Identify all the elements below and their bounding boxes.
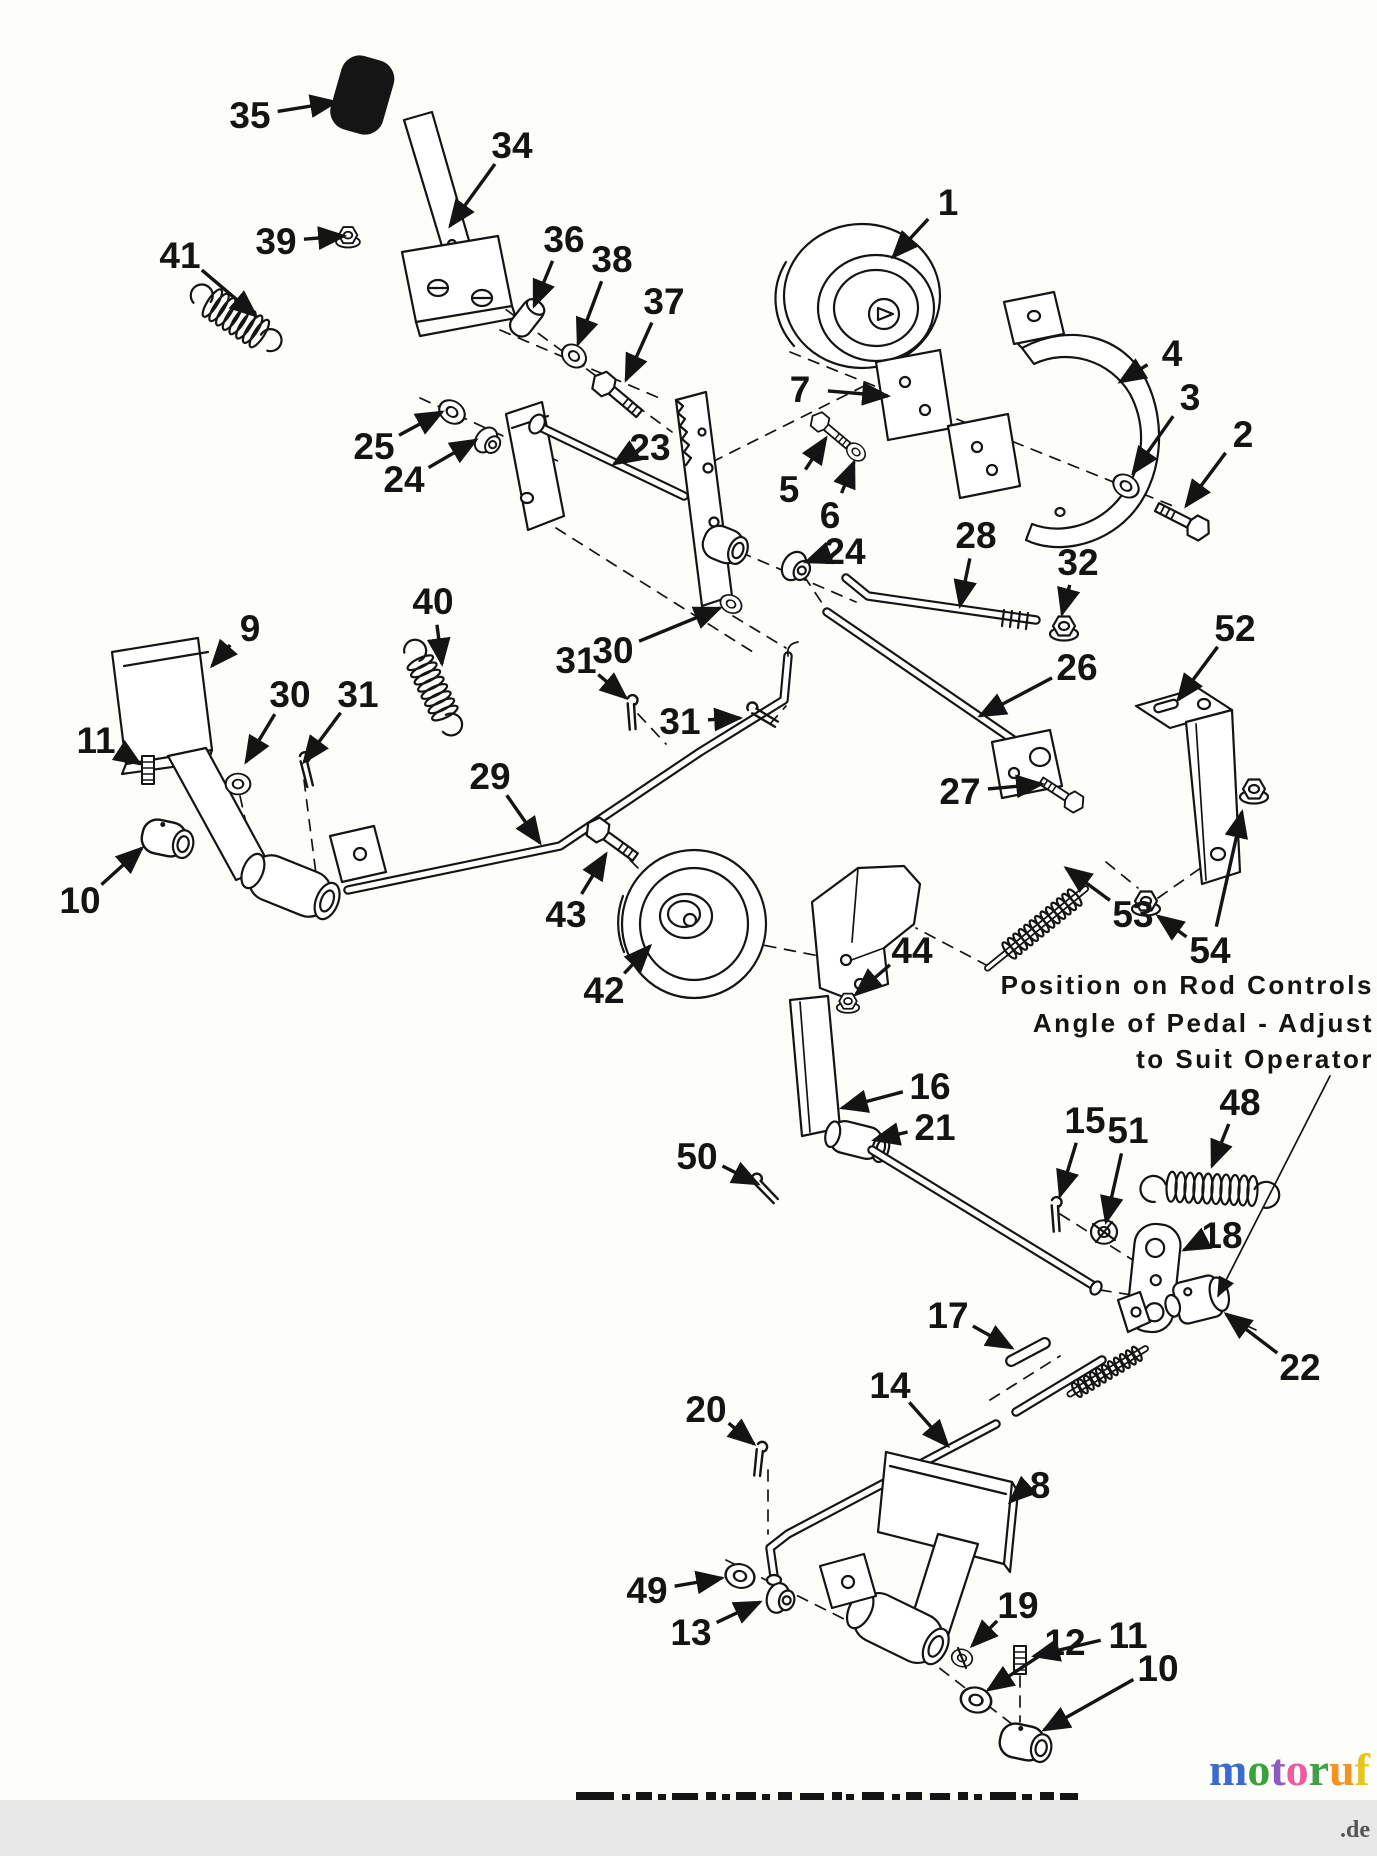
- callout-label-7: 7: [789, 369, 811, 410]
- callout-arrow-25: [399, 412, 442, 435]
- part-cotter-pin-31b: [616, 693, 648, 731]
- callout-label-5: 5: [778, 469, 800, 510]
- brand-letter: t: [1270, 1744, 1286, 1795]
- part-bushing-24b: [777, 548, 816, 588]
- callout-label-48: 48: [1219, 1082, 1261, 1123]
- callout-label-41: 41: [159, 235, 201, 276]
- brand-logo-word: [1209, 1744, 1370, 1796]
- callout-label-11: 11: [1108, 1615, 1148, 1656]
- callout-label-14: 14: [869, 1365, 911, 1406]
- part-cotter-pin-20: [742, 1440, 777, 1479]
- callout-label-21: 21: [914, 1107, 956, 1148]
- part-bolt-2: [1152, 497, 1214, 543]
- callout-label-32: 32: [1057, 542, 1099, 583]
- part-washer-38: [557, 340, 590, 373]
- callout-arrow-20: [729, 1423, 754, 1444]
- callout-label-30: 30: [592, 630, 634, 671]
- callout-arrow-28: [960, 558, 970, 606]
- callout-label-36: 36: [543, 219, 585, 260]
- callout-label-1: 1: [937, 182, 959, 223]
- annotation-line-1: Position on Rod Controls: [1000, 970, 1374, 1000]
- callout-arrow-9: [212, 645, 230, 666]
- callout-label-26: 26: [1056, 647, 1098, 688]
- callout-label-6: 6: [819, 495, 841, 536]
- brand-suffix: .de: [1340, 1817, 1370, 1843]
- part-washer-51: [1091, 1220, 1117, 1243]
- callout-arrow-26: [980, 678, 1052, 716]
- callout-label-34: 34: [491, 125, 533, 166]
- callout-label-12: 12: [1044, 1622, 1086, 1663]
- part-bolt-43: [582, 814, 642, 866]
- part-washer-30a: [226, 774, 251, 795]
- callout-label-24: 24: [824, 531, 866, 572]
- callout-arrow-49: [675, 1578, 722, 1586]
- part-nut-54a: [1240, 780, 1268, 804]
- callout-arrow-19: [972, 1621, 997, 1646]
- callout-label-49: 49: [626, 1570, 668, 1611]
- callout-label-10: 10: [59, 880, 101, 921]
- callout-arrow-16: [842, 1092, 903, 1108]
- callout-label-25: 25: [353, 426, 395, 467]
- callout-arrow-18: [1184, 1244, 1196, 1250]
- brand-letter: u: [1329, 1744, 1355, 1795]
- callout-arrow-31: [304, 713, 341, 762]
- annotation-line-3: to Suit Operator: [1136, 1044, 1374, 1074]
- callout-label-37: 37: [643, 281, 685, 322]
- part-washer-49: [723, 1561, 757, 1591]
- annotation-line-2: Angle of Pedal - Adjust: [1032, 1008, 1374, 1038]
- callout-label-31: 31: [555, 640, 597, 681]
- callout-arrow-31: [598, 675, 626, 698]
- callout-arrow-15: [1060, 1143, 1076, 1196]
- part-rod-28: [846, 578, 1036, 629]
- callout-label-23: 23: [629, 427, 671, 468]
- callout-arrow-32: [1062, 585, 1070, 614]
- callout-arrow-35: [278, 102, 336, 111]
- callout-label-27: 27: [939, 771, 981, 812]
- part-brake-pedal-8: [820, 1452, 1018, 1674]
- part-idler-pulley-42: [618, 850, 766, 998]
- part-cotter-pin-15: [1040, 1195, 1072, 1233]
- part-bolt-37: [588, 368, 647, 422]
- callout-label-50: 50: [676, 1136, 718, 1177]
- callout-arrow-2: [1186, 453, 1226, 506]
- callout-arrow-37: [626, 323, 652, 380]
- callout-label-13: 13: [670, 1612, 712, 1653]
- callout-label-29: 29: [469, 756, 511, 797]
- part-spring-41: [184, 277, 289, 360]
- callout-label-35: 35: [229, 95, 271, 136]
- callout-arrow-5: [805, 438, 826, 470]
- part-brake-band-4: [1004, 292, 1159, 547]
- callout-arrow-10: [1044, 1679, 1133, 1730]
- callout-label-42: 42: [583, 970, 625, 1011]
- callout-label-31: 31: [659, 701, 701, 742]
- callout-label-16: 16: [909, 1066, 951, 1107]
- callout-arrow-43: [582, 854, 606, 894]
- callout-arrow-41: [202, 270, 256, 316]
- callout-label-28: 28: [955, 515, 997, 556]
- callout-arrow-6: [842, 462, 854, 493]
- callout-arrow-48: [1212, 1124, 1229, 1166]
- part-washer-19: [950, 1647, 975, 1669]
- brand-letter: f: [1354, 1744, 1370, 1795]
- callout-arrow-40: [437, 625, 442, 664]
- callout-label-54: 54: [1189, 930, 1231, 971]
- callout-arrow-17: [973, 1326, 1012, 1348]
- callout-arrow-30: [246, 714, 275, 762]
- part-bushing-13: [763, 1581, 797, 1617]
- callout-label-2: 2: [1232, 414, 1254, 455]
- callout-label-4: 4: [1161, 333, 1183, 374]
- brand-logo: [1180, 1744, 1370, 1856]
- callout-label-15: 15: [1064, 1100, 1106, 1141]
- callout-label-9: 9: [239, 608, 261, 649]
- callout-arrow-29: [507, 795, 540, 843]
- part-nut-32: [1050, 617, 1078, 641]
- callout-arrow-24: [806, 558, 818, 562]
- part-bracket-52: [1136, 688, 1240, 884]
- part-bolt-27: [1036, 773, 1088, 816]
- part-clevis-pin-17: [1004, 1336, 1051, 1367]
- callout-label-19: 19: [997, 1585, 1039, 1626]
- callout-label-51: 51: [1107, 1110, 1149, 1151]
- callout-label-39: 39: [255, 221, 297, 262]
- part-anchor-plates-7: [876, 350, 1020, 498]
- brand-letter: o: [1247, 1744, 1271, 1795]
- brand-letter: o: [1285, 1744, 1309, 1795]
- callout-arrow-54: [1158, 916, 1187, 937]
- callout-label-11: 11: [76, 720, 116, 761]
- part-cotter-pin-50: [751, 1170, 779, 1207]
- part-setscrew-11a: [142, 756, 154, 784]
- callout-arrow-36: [534, 261, 553, 306]
- callout-label-3: 3: [1179, 377, 1201, 418]
- callout-label-10: 10: [1137, 1648, 1179, 1689]
- truncated-caption: [576, 1792, 1078, 1800]
- brand-letter: r: [1308, 1744, 1330, 1795]
- part-spring-48: [1140, 1170, 1280, 1208]
- part-brake-drum-1: [775, 224, 940, 368]
- callout-label-40: 40: [412, 581, 454, 622]
- callout-arrow-13: [717, 1602, 760, 1622]
- callout-arrow-10: [101, 848, 142, 885]
- callout-label-43: 43: [545, 894, 587, 935]
- callout-label-8: 8: [1029, 1465, 1051, 1506]
- brand-letter: m: [1209, 1744, 1248, 1795]
- callout-label-22: 22: [1279, 1347, 1321, 1388]
- part-spring-40: [397, 635, 468, 741]
- callout-label-17: 17: [927, 1295, 969, 1336]
- part-upper-pedal-lever: [327, 52, 516, 336]
- callout-arrow-38: [578, 281, 602, 344]
- callout-label-52: 52: [1214, 608, 1256, 649]
- callout-label-20: 20: [685, 1389, 727, 1430]
- callout-label-24: 24: [383, 459, 425, 500]
- callout-arrow-7: [828, 391, 888, 396]
- callout-arrow-51: [1106, 1153, 1121, 1222]
- callout-label-53: 53: [1112, 894, 1154, 935]
- part-adjusting-rod-53: [981, 881, 1092, 976]
- callout-label-38: 38: [591, 239, 633, 280]
- callout-label-18: 18: [1201, 1215, 1243, 1256]
- callout-label-31: 31: [337, 674, 379, 715]
- part-collar-10a: [139, 817, 197, 861]
- part-bolt-5: [807, 409, 854, 452]
- callout-arrow-31: [708, 718, 740, 720]
- callout-label-30: 30: [269, 674, 311, 715]
- callout-arrow-14: [909, 1402, 948, 1446]
- callout-arrow-22: [1226, 1314, 1277, 1353]
- callout-arrow-24: [429, 440, 476, 468]
- callout-label-44: 44: [891, 930, 933, 971]
